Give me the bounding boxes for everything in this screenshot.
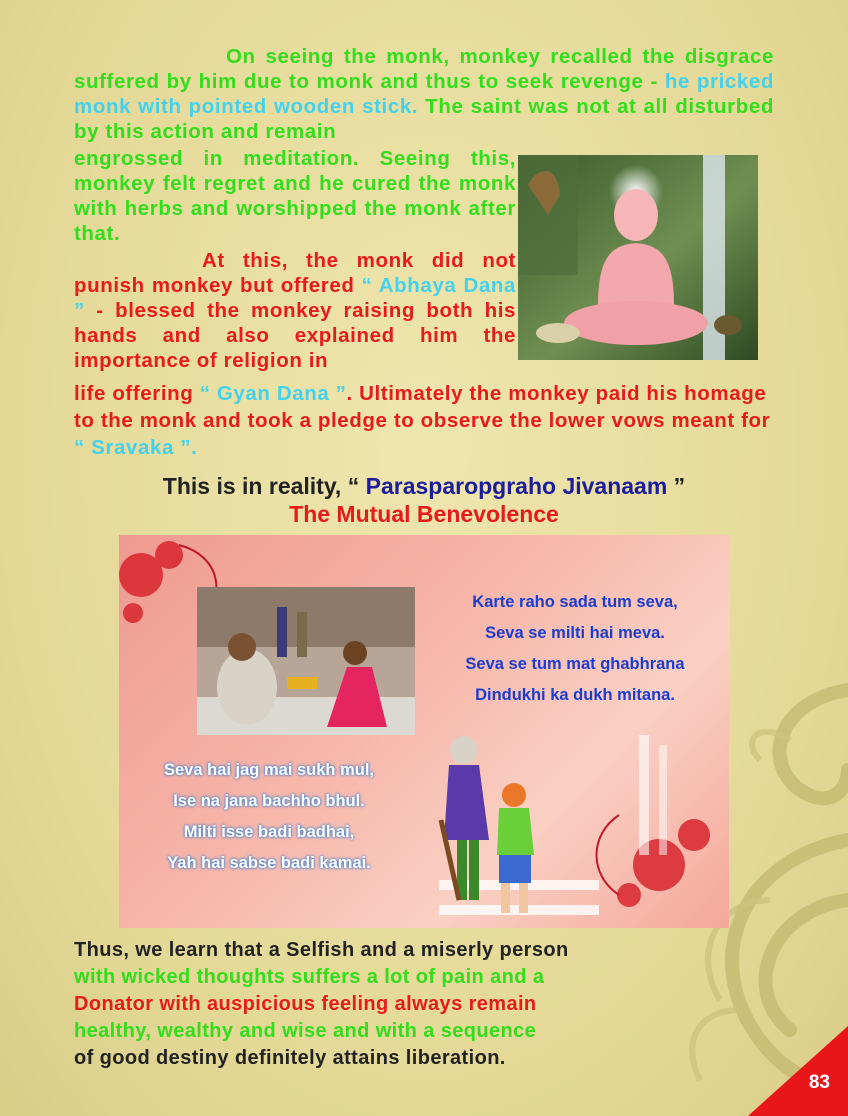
p3-text: At this, the monk did not punish monkey but offered bbox=[74, 249, 516, 297]
child-helping-elder-illustration bbox=[419, 730, 619, 928]
conclusion-line: Thus, we learn that a Selfish and a miserly person bbox=[74, 939, 569, 961]
p1-text: On seeing the monk, monkey recalled the disgrace suffered by him due to monk and thus to seek revenge - bbox=[74, 45, 774, 93]
page-corner-triangle bbox=[748, 1026, 848, 1116]
p1-tail: The saint was not at all disturbed by this action and remain bbox=[74, 95, 774, 143]
p3-tail: - blessed the monkey raising both his hands and also explained him the importance of religion in bbox=[74, 299, 516, 372]
conclusion-line: of good destiny definitely attains liberation. bbox=[74, 1047, 506, 1069]
paragraph-gyan-dana bbox=[74, 380, 774, 461]
p4-text: life offering bbox=[74, 382, 200, 405]
paragraph-conclusion bbox=[74, 937, 714, 1072]
poem-verse-right bbox=[425, 587, 725, 711]
verse-right-line: Karte raho sada tum seva, bbox=[472, 593, 678, 611]
page-number: 83 bbox=[808, 1072, 830, 1093]
slogan-name: Parasparopgraho Jivanaam bbox=[365, 473, 668, 499]
verse-left-line: Milti isse badi badhai, bbox=[183, 823, 355, 841]
p3-highlight: “ Abhaya Dana ” bbox=[74, 274, 516, 322]
paragraph-monkey-revenge bbox=[74, 44, 774, 144]
slogan-subtitle: The Mutual Benevolence bbox=[289, 501, 559, 527]
p4-middle: . Ultimately the monkey paid his homage to the monk and took a pledge to observe the lower vows meant for bbox=[74, 382, 771, 432]
verse-left-line: Yah hai sabse badi kamai. bbox=[167, 854, 371, 872]
paragraph-abhaya-dana bbox=[74, 248, 516, 373]
verse-right-line: Dindukhi ka dukh mitana. bbox=[475, 686, 675, 704]
conclusion-line: Donator with auspicious feeling always remain bbox=[74, 993, 537, 1015]
verse-left-line: Seva hai jag mai sukh mul, bbox=[164, 761, 374, 779]
p1-highlight: he pricked monk with pointed wooden stick. bbox=[74, 70, 775, 118]
verse-right-line: Seva se milti hai meva. bbox=[485, 624, 665, 642]
verse-left-line: Ise na jana bachho bhul. bbox=[173, 792, 365, 810]
slogan-suffix: ” bbox=[667, 473, 686, 499]
seva-photograph bbox=[197, 587, 415, 735]
verse-right-line: Seva se tum mat ghabhrana bbox=[465, 655, 685, 673]
paragraph-monkey-regret: engrossed in meditation. Seeing this, monkey felt regret and he cured the monk with herbs and worshipped the monk after that. bbox=[74, 147, 516, 245]
p4-highlight-gyan: “ Gyan Dana ” bbox=[199, 382, 347, 405]
slogan-heading bbox=[60, 472, 788, 528]
meditating-monk-image bbox=[518, 155, 758, 360]
conclusion-line: with wicked thoughts suffers a lot of pain and a bbox=[74, 966, 545, 988]
conclusion-line: healthy, wealthy and wise and with a sequence bbox=[74, 1020, 537, 1042]
slogan-prefix: This is in reality, “ bbox=[162, 473, 366, 499]
poem-verse-left bbox=[119, 755, 419, 879]
seva-poem-panel bbox=[119, 535, 729, 928]
p4-highlight-sravaka: “ Sravaka ”. bbox=[74, 436, 198, 459]
